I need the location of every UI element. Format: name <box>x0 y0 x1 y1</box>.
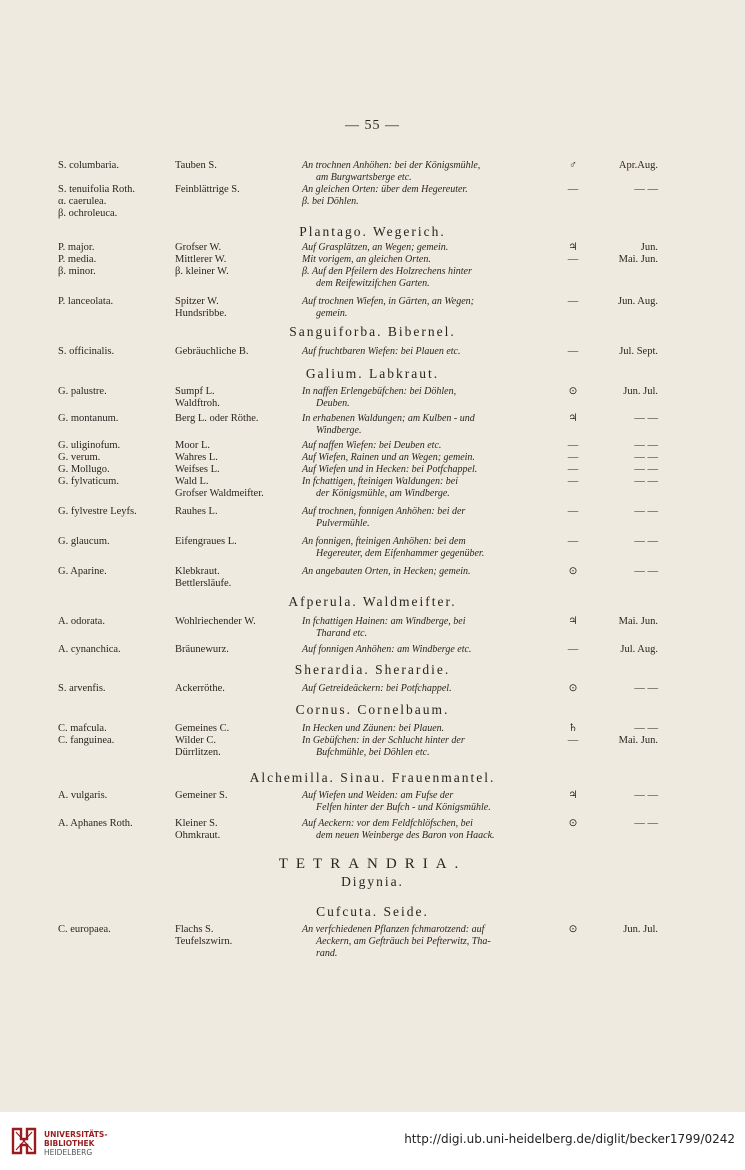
lifecycle-symbol: ⊙ <box>568 386 578 397</box>
species-latin-name: G. Aparine. <box>58 566 107 577</box>
habitat-line: Auf Wiefen, Rainen und an Wegen; gemein. <box>302 452 475 463</box>
species-latin-name: A. odorata. <box>58 616 105 627</box>
species-latin-name: P. media. <box>58 254 97 265</box>
lifecycle-symbol: — <box>567 184 579 195</box>
library-name-line-1: UNIVERSITÄTS- <box>44 1130 108 1139</box>
common-name-alt: Teufelszwirn. <box>175 936 233 947</box>
species-common-name <box>175 476 264 500</box>
habitat-description <box>302 254 556 266</box>
lifecycle-symbol: ♃ <box>568 242 578 253</box>
habitat-description <box>302 413 556 437</box>
habitat-description <box>302 723 556 735</box>
common-name-line: Feinblättrige S. <box>175 184 240 195</box>
habitat-line: Auf Wiefen und Weiden: am Fufse der <box>302 790 454 801</box>
common-name-alt: Waldftroh. <box>175 398 220 409</box>
habitat-description <box>302 616 556 640</box>
library-name-line-2: BIBLIOTHEK <box>44 1139 95 1148</box>
habitat-description <box>302 644 556 656</box>
species-latin-name: A. Aphanes Roth. <box>58 818 133 829</box>
habitat-description <box>302 536 556 560</box>
common-name-line: Kleiner S. <box>175 818 218 829</box>
flowering-time: — — <box>634 683 658 694</box>
heading-sanguisorba: Sanguiforba. Bibernel. <box>289 324 456 339</box>
habitat-line: Aeckern, am Gefträuch bei Pefterwitz, Tha- <box>316 936 491 947</box>
heading-cornus: Cornus. Cornelbaum. <box>295 702 450 717</box>
flowering-time: — — <box>634 440 658 451</box>
habitat-line: An fonnigen, fteinigen Anhöhen: bei dem <box>302 536 466 547</box>
species-common-name <box>175 536 237 548</box>
lifecycle-symbol: — <box>567 346 579 357</box>
common-name-line: Wahres L. <box>175 452 218 463</box>
species-latin-name: G. palustre. <box>58 386 107 397</box>
source-url-link[interactable]: http://digi.ub.uni-heidelberg.de/diglit/becker1799/0242 <box>404 1132 735 1146</box>
flowering-time: Apr.Aug. <box>618 160 658 171</box>
habitat-description <box>302 506 556 530</box>
common-name-line: Flachs S. <box>175 924 214 935</box>
common-name-line: Eifengraues L. <box>175 536 237 547</box>
habitat-line: Mit vorigem, an gleichen Orten. <box>302 254 431 265</box>
habitat-line: Auf Grasplätzen, an Wegen; gemein. <box>302 242 449 253</box>
common-name-line: Bräunewurz. <box>175 644 229 655</box>
flowering-time: Mai. Jun. <box>618 735 658 746</box>
species-latin-name: G. verum. <box>58 452 101 463</box>
flowering-time: Mai. Jun. <box>618 254 658 265</box>
common-name-line: Sumpf L. <box>175 386 215 397</box>
habitat-line: Auf Aeckern: vor dem Feldfchlöfschen, bei <box>302 818 473 829</box>
species-latin-name: β. minor. <box>58 266 96 277</box>
habitat-line: In Hecken und Zäunen: bei Plauen. <box>302 723 445 734</box>
habitat-line: Deuben. <box>316 398 350 409</box>
page-number: — 55 — <box>345 118 400 133</box>
species-common-name <box>175 464 220 476</box>
flowering-time: Jun. Aug. <box>618 296 658 307</box>
common-name-line: β. kleiner W. <box>175 266 229 277</box>
heading-plantago: Plantago. Wegerich. <box>299 224 446 239</box>
habitat-line: An trochnen Anhöhen: bei der Königsmühle, <box>302 160 481 171</box>
lifecycle-symbol: ♄ <box>568 723 578 734</box>
habitat-line: In fchattigen Hainen: am Windberge, bei <box>302 616 466 627</box>
habitat-description <box>302 242 556 254</box>
species-common-name <box>175 924 232 948</box>
common-name-alt: Grofser Waldmeifter. <box>175 488 264 499</box>
habitat-line: Auf trochnen, fonnigen Anhöhen: bei der <box>302 506 466 517</box>
heading-sherardia: Sherardia. Sherardie. <box>294 662 451 677</box>
habitat-line: Bufchmühle, bei Döhlen etc. <box>316 747 430 758</box>
common-name-line: Moor L. <box>175 440 210 451</box>
habitat-description <box>302 296 556 320</box>
habitat-line: In naffen Erlengebüfchen: bei Döhlen, <box>302 386 457 397</box>
habitat-description <box>302 452 556 464</box>
habitat-line: In Gebüfchen: in der Schlucht hinter der <box>302 735 465 746</box>
common-name-line: Weifses L. <box>175 464 220 475</box>
habitat-description <box>302 476 556 500</box>
common-name-line: Ackerröthe. <box>175 683 225 694</box>
common-name-line: Mittlerer W. <box>175 254 227 265</box>
common-name-line: Grofser W. <box>175 242 222 253</box>
species-common-name <box>175 413 259 425</box>
flowering-time: — — <box>634 452 658 463</box>
lifecycle-symbol: — <box>567 464 579 475</box>
habitat-line: Felfen hinter der Bufch - und Königsmühle. <box>316 802 491 813</box>
species-common-name <box>175 683 225 695</box>
habitat-description <box>302 346 556 358</box>
habitat-description <box>302 266 556 290</box>
habitat-line: An gleichen Orten: über dem Hegereuter. <box>302 184 468 195</box>
flowering-time: — — <box>634 476 658 487</box>
flowering-time: — — <box>634 790 658 801</box>
habitat-line: dem Reifewitzifchen Garten. <box>316 278 430 289</box>
habitat-line: dem neuen Weinberge des Baron von Haack. <box>316 830 495 841</box>
habitat-line: In fchattigen, fteinigen Waldungen: bei <box>302 476 458 487</box>
lifecycle-symbol: ⊙ <box>568 924 578 935</box>
species-latin-name: A. vulgaris. <box>58 790 108 801</box>
common-name-line: Wald L. <box>175 476 209 487</box>
common-name-line: Rauhes L. <box>175 506 218 517</box>
flowering-time: — — <box>634 506 658 517</box>
heading-tetrandria: TETRANDRIA. <box>278 856 467 872</box>
lifecycle-symbol: — <box>567 735 579 746</box>
common-name-alt: Ohmkraut. <box>175 830 221 841</box>
lifecycle-symbol: — <box>567 476 579 487</box>
lifecycle-symbol: ♃ <box>568 413 578 424</box>
species-common-name <box>175 452 218 464</box>
flowering-time: — — <box>634 464 658 475</box>
species-latin-name: β. ochroleuca. <box>58 208 118 219</box>
species-latin-name: C. europaea. <box>58 924 111 935</box>
habitat-description <box>302 566 556 578</box>
habitat-line: β. bei Döhlen. <box>302 196 359 207</box>
library-name <box>44 1130 107 1157</box>
species-common-name <box>175 644 229 656</box>
heading-digynia: Digynia. <box>341 874 404 889</box>
common-name-alt: Hundsribbe. <box>175 308 227 319</box>
lifecycle-symbol: ♃ <box>568 616 578 627</box>
lifecycle-symbol: ⊙ <box>568 818 578 829</box>
university-library-logo-icon <box>10 1126 38 1156</box>
habitat-description <box>302 924 556 960</box>
habitat-description <box>302 160 556 184</box>
species-common-name <box>175 242 221 254</box>
lifecycle-symbol: — <box>567 254 579 265</box>
habitat-line: Hegereuter, dem Eifenhammer gegenüber. <box>316 548 485 559</box>
species-latin-name: G. fylvestre Leyfs. <box>58 506 137 517</box>
species-common-name <box>175 790 228 802</box>
lifecycle-symbol: — <box>567 536 579 547</box>
species-latin-name: G. fylvaticum. <box>58 476 119 487</box>
habitat-line: Windberge. <box>316 425 362 436</box>
species-latin-name: S. tenuifolia Roth. <box>58 184 135 195</box>
lifecycle-symbol: ⊙ <box>568 566 578 577</box>
species-latin-name: α. caerulea. <box>58 196 107 207</box>
habitat-description <box>302 683 556 695</box>
common-name-line: Spitzer W. <box>175 296 219 307</box>
flowering-time: Mai. Jun. <box>618 616 658 627</box>
common-name-line: Berg L. oder Röthe. <box>175 413 259 424</box>
species-common-name <box>175 723 229 735</box>
viewer-footer <box>0 1112 745 1170</box>
habitat-description <box>302 735 556 759</box>
lifecycle-symbol: — <box>567 440 579 451</box>
habitat-line: am Burgwartsberge etc. <box>316 172 412 183</box>
species-latin-name: S. columbaria. <box>58 160 119 171</box>
habitat-line: An verfchiedenen Pflanzen fchmarotzend: auf <box>302 924 485 935</box>
species-latin-name: G. glaucum. <box>58 536 110 547</box>
species-latin-name: S. arvenfis. <box>58 683 106 694</box>
habitat-line: Auf Wiefen und in Hecken: bei Potfchappel. <box>302 464 478 475</box>
species-common-name <box>175 266 229 278</box>
species-common-name <box>175 296 227 320</box>
common-name-alt: Bettlersläufe. <box>175 578 232 589</box>
habitat-description <box>302 818 556 842</box>
lifecycle-symbol: — <box>567 452 579 463</box>
habitat-line: An angebauten Orten, in Hecken; gemein. <box>302 566 471 577</box>
heading-cuscuta: Cufcuta. Seide. <box>316 904 429 919</box>
habitat-description <box>302 196 556 208</box>
lifecycle-symbol: — <box>567 296 579 307</box>
flowering-time: — — <box>634 536 658 547</box>
species-latin-name: C. mafcula. <box>58 723 107 734</box>
heading-galium: Galium. Labkraut. <box>305 366 440 381</box>
lifecycle-symbol: — <box>567 644 579 655</box>
habitat-line: gemein. <box>316 308 348 319</box>
habitat-description <box>302 386 556 410</box>
lifecycle-symbol: — <box>567 506 579 517</box>
habitat-line: Auf fruchtbaren Wiefen: bei Plauen etc. <box>302 346 461 357</box>
heading-alchemilla: Alchemilla. Sinau. Frauenmantel. <box>249 770 496 785</box>
species-common-name <box>175 506 218 518</box>
lifecycle-symbol: ⊙ <box>568 683 578 694</box>
common-name-line: Tauben S. <box>175 160 217 171</box>
species-common-name <box>175 386 220 410</box>
species-latin-name: G. montanum. <box>58 413 119 424</box>
flowering-time: — — <box>634 184 658 195</box>
common-name-line: Wohlriechender W. <box>175 616 256 627</box>
habitat-line: In erhabenen Waldungen; am Kulben - und <box>302 413 475 424</box>
species-latin-name: G. Mollugo. <box>58 464 110 475</box>
species-latin-name: C. fanguinea. <box>58 735 115 746</box>
flowering-time: — — <box>634 566 658 577</box>
species-common-name <box>175 440 210 452</box>
heading-asperula: Afperula. Waldmeifter. <box>288 594 457 609</box>
common-name-line: Gemeines C. <box>175 723 230 734</box>
flowering-time: Jun. Jul. <box>623 924 658 935</box>
habitat-description <box>302 440 556 452</box>
habitat-line: Pulvermühle. <box>316 518 370 529</box>
habitat-line: Tharand etc. <box>316 628 368 639</box>
species-common-name <box>175 346 248 358</box>
flowering-time: — — <box>634 723 658 734</box>
species-common-name <box>175 184 240 196</box>
species-latin-name: S. officinalis. <box>58 346 115 357</box>
flowering-time: — — <box>634 413 658 424</box>
flowering-time: Jun. <box>640 242 658 253</box>
library-name-line-3: HEIDELBERG <box>44 1148 93 1157</box>
species-common-name <box>175 616 256 628</box>
species-latin-name: A. cynanchica. <box>58 644 121 655</box>
habitat-line: Auf fonnigen Anhöhen: am Windberge etc. <box>302 644 472 655</box>
lifecycle-symbol: ♃ <box>568 790 578 801</box>
common-name-line: Wilder C. <box>175 735 216 746</box>
flowering-time: Jul. Aug. <box>620 644 658 655</box>
habitat-line: Auf trochnen Wiefen, in Gärten, an Wegen; <box>302 296 475 307</box>
species-common-name <box>175 735 221 759</box>
habitat-line: β. Auf den Pfeilern des Holzrechens hinter <box>302 266 472 277</box>
species-common-name <box>175 160 217 172</box>
habitat-line: der Königsmühle, am Windberge. <box>316 488 450 499</box>
habitat-line: Auf Getreideäckern: bei Potfchappel. <box>302 683 452 694</box>
species-common-name <box>175 254 226 266</box>
species-common-name <box>175 818 220 842</box>
habitat-line: rand. <box>316 948 338 959</box>
common-name-line: Gebräuchliche B. <box>175 346 249 357</box>
habitat-description <box>302 184 556 196</box>
common-name-alt: Dürrlitzen. <box>175 747 221 758</box>
species-latin-name: G. uliginofum. <box>58 440 121 451</box>
species-latin-name: P. lanceolata. <box>58 296 114 307</box>
flowering-time: Jun. Jul. <box>623 386 658 397</box>
flowering-time: Jul. Sept. <box>619 346 658 357</box>
species-latin-name: P. major. <box>58 242 95 253</box>
common-name-line: Klebkraut. <box>175 566 220 577</box>
lifecycle-symbol: ♂ <box>569 160 577 171</box>
habitat-line: Auf naffen Wiefen: bei Deuben etc. <box>302 440 442 451</box>
habitat-description <box>302 790 556 814</box>
flowering-time: — — <box>634 818 658 829</box>
species-common-name <box>175 566 231 590</box>
common-name-line: Gemeiner S. <box>175 790 228 801</box>
habitat-description <box>302 464 556 476</box>
